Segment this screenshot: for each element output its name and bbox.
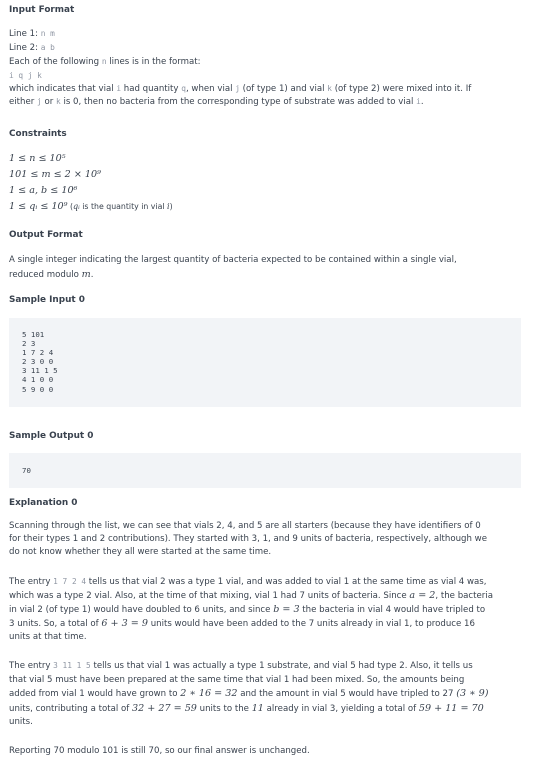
line2-description: Line 2: a b (9, 43, 55, 53)
explanation-heading: Explanation 0 (9, 498, 78, 508)
explanation-paragraph-3 (9, 659, 537, 730)
explanation-p1-line3: do not know whether they all were started at the same time. (9, 547, 272, 557)
explanation-p3-line1: The entry 3 11 1 5 tells us that vial 1 was actually a type 1 substrate, and vial 5 had type 2. Also, it tells us (9, 661, 473, 671)
sample-input-line: 2 3 (22, 339, 36, 349)
explanation-paragraph-2 (9, 575, 537, 644)
explanation-p3-line2: that vial 5 must have been prepared at the same time that vial 1 had been mixed. So, the amounts being (9, 674, 465, 685)
sample-input-heading: Sample Input 0 (9, 295, 85, 305)
each-following-text: Each of the following n lines is in the format: (9, 57, 201, 67)
sample-input-block (9, 318, 521, 407)
explanation-p3-line3: added from vial 1 would have grown to 2 ∗ 16 = 32 and the amount in vial 5 would have tripled to 27 (3 ∗ 9) (9, 688, 489, 699)
input-format-heading: Input Format (9, 5, 75, 15)
line1-description: Line 1: n m (9, 29, 55, 39)
output-format-line2: reduced modulo m. (9, 269, 94, 280)
constraints-list (9, 151, 173, 215)
format-description-line2: either j or k is 0, then no bacteria from the corresponding type of substrate was added to vial i. (9, 97, 424, 107)
explanation-paragraph-4: Reporting 70 modulo 101 is still 70, so our final answer is unchanged. (9, 746, 310, 756)
sample-input-line: 5 101 (22, 330, 45, 339)
sample-input-line: 2 3 0 0 (22, 357, 54, 367)
sample-input-line: 3 11 1 5 (22, 366, 58, 376)
explanation-p3-line4: units, contributing a total of 32 + 27 = 59 units to the 11 already in vial 3, yielding a total of 59 + 11 = 70 (9, 702, 484, 714)
explanation-p2-line1: The entry 1 7 2 4 tells us that vial 2 was a type 1 vial, and was added to vial 1 at the same time as vial 4 was, (9, 577, 487, 587)
sample-input-line: 4 1 0 0 (22, 375, 54, 385)
sample-output-block (9, 453, 521, 488)
explanation-p2-line4: 3 units. So, a total of 6 + 3 = 9 units would have been added to the 7 units already in vial 1, to produce 16 (9, 618, 475, 629)
explanation-p3-line5: units. (9, 717, 33, 727)
constraint-ab: 1 ≤ a, b ≤ 10⁶ (9, 185, 78, 196)
output-format-heading: Output Format (9, 230, 83, 240)
sample-input-line: 5 9 0 0 (22, 384, 54, 394)
output-format-body (9, 254, 534, 281)
output-format-line1: A single integer indicating the largest quantity of bacteria expected to be contained within a single vial, (9, 255, 457, 265)
format-code: i q j k (9, 71, 42, 80)
sample-input-line: 1 7 2 4 (22, 348, 54, 358)
explanation-p2-line5: units at that time. (9, 632, 87, 642)
constraints-heading: Constraints (9, 129, 67, 139)
constraint-q: 1 ≤ qᵢ ≤ 10⁹ (qᵢ is the quantity in vial i) (9, 201, 173, 212)
explanation-paragraph-1 (9, 520, 537, 559)
format-description-line1: which indicates that vial i had quantity q, when vial j (of type 1) and vial k (of type 2) were mixed into it. If (9, 84, 472, 94)
sample-output-value: 70 (22, 466, 31, 475)
constraint-n: 1 ≤ n ≤ 10⁵ (9, 153, 66, 164)
explanation-p1-line1: Scanning through the list, we can see that vials 2, 4, and 5 are all starters (because they have identifiers of 0 (9, 521, 481, 531)
explanation-p2-line2: which was a type 2 vial. Also, at the time of that mixing, vial 1 had 7 units of bacteria. Since a = 2, the bacteria (9, 590, 493, 601)
input-format-body (9, 28, 529, 108)
explanation-p2-line3: in vial 2 (of type 1) would have doubled to 6 units, and since b = 3 the bacteria in vial 4 would have tripled to (9, 604, 486, 615)
sample-output-heading: Sample Output 0 (9, 431, 94, 441)
constraint-m: 101 ≤ m ≤ 2 × 10⁹ (9, 169, 101, 180)
explanation-p1-line2: for their types 1 and 2 contributions). They started with 3, 1, and 9 units of bacteria, respectively, although we (9, 534, 487, 544)
